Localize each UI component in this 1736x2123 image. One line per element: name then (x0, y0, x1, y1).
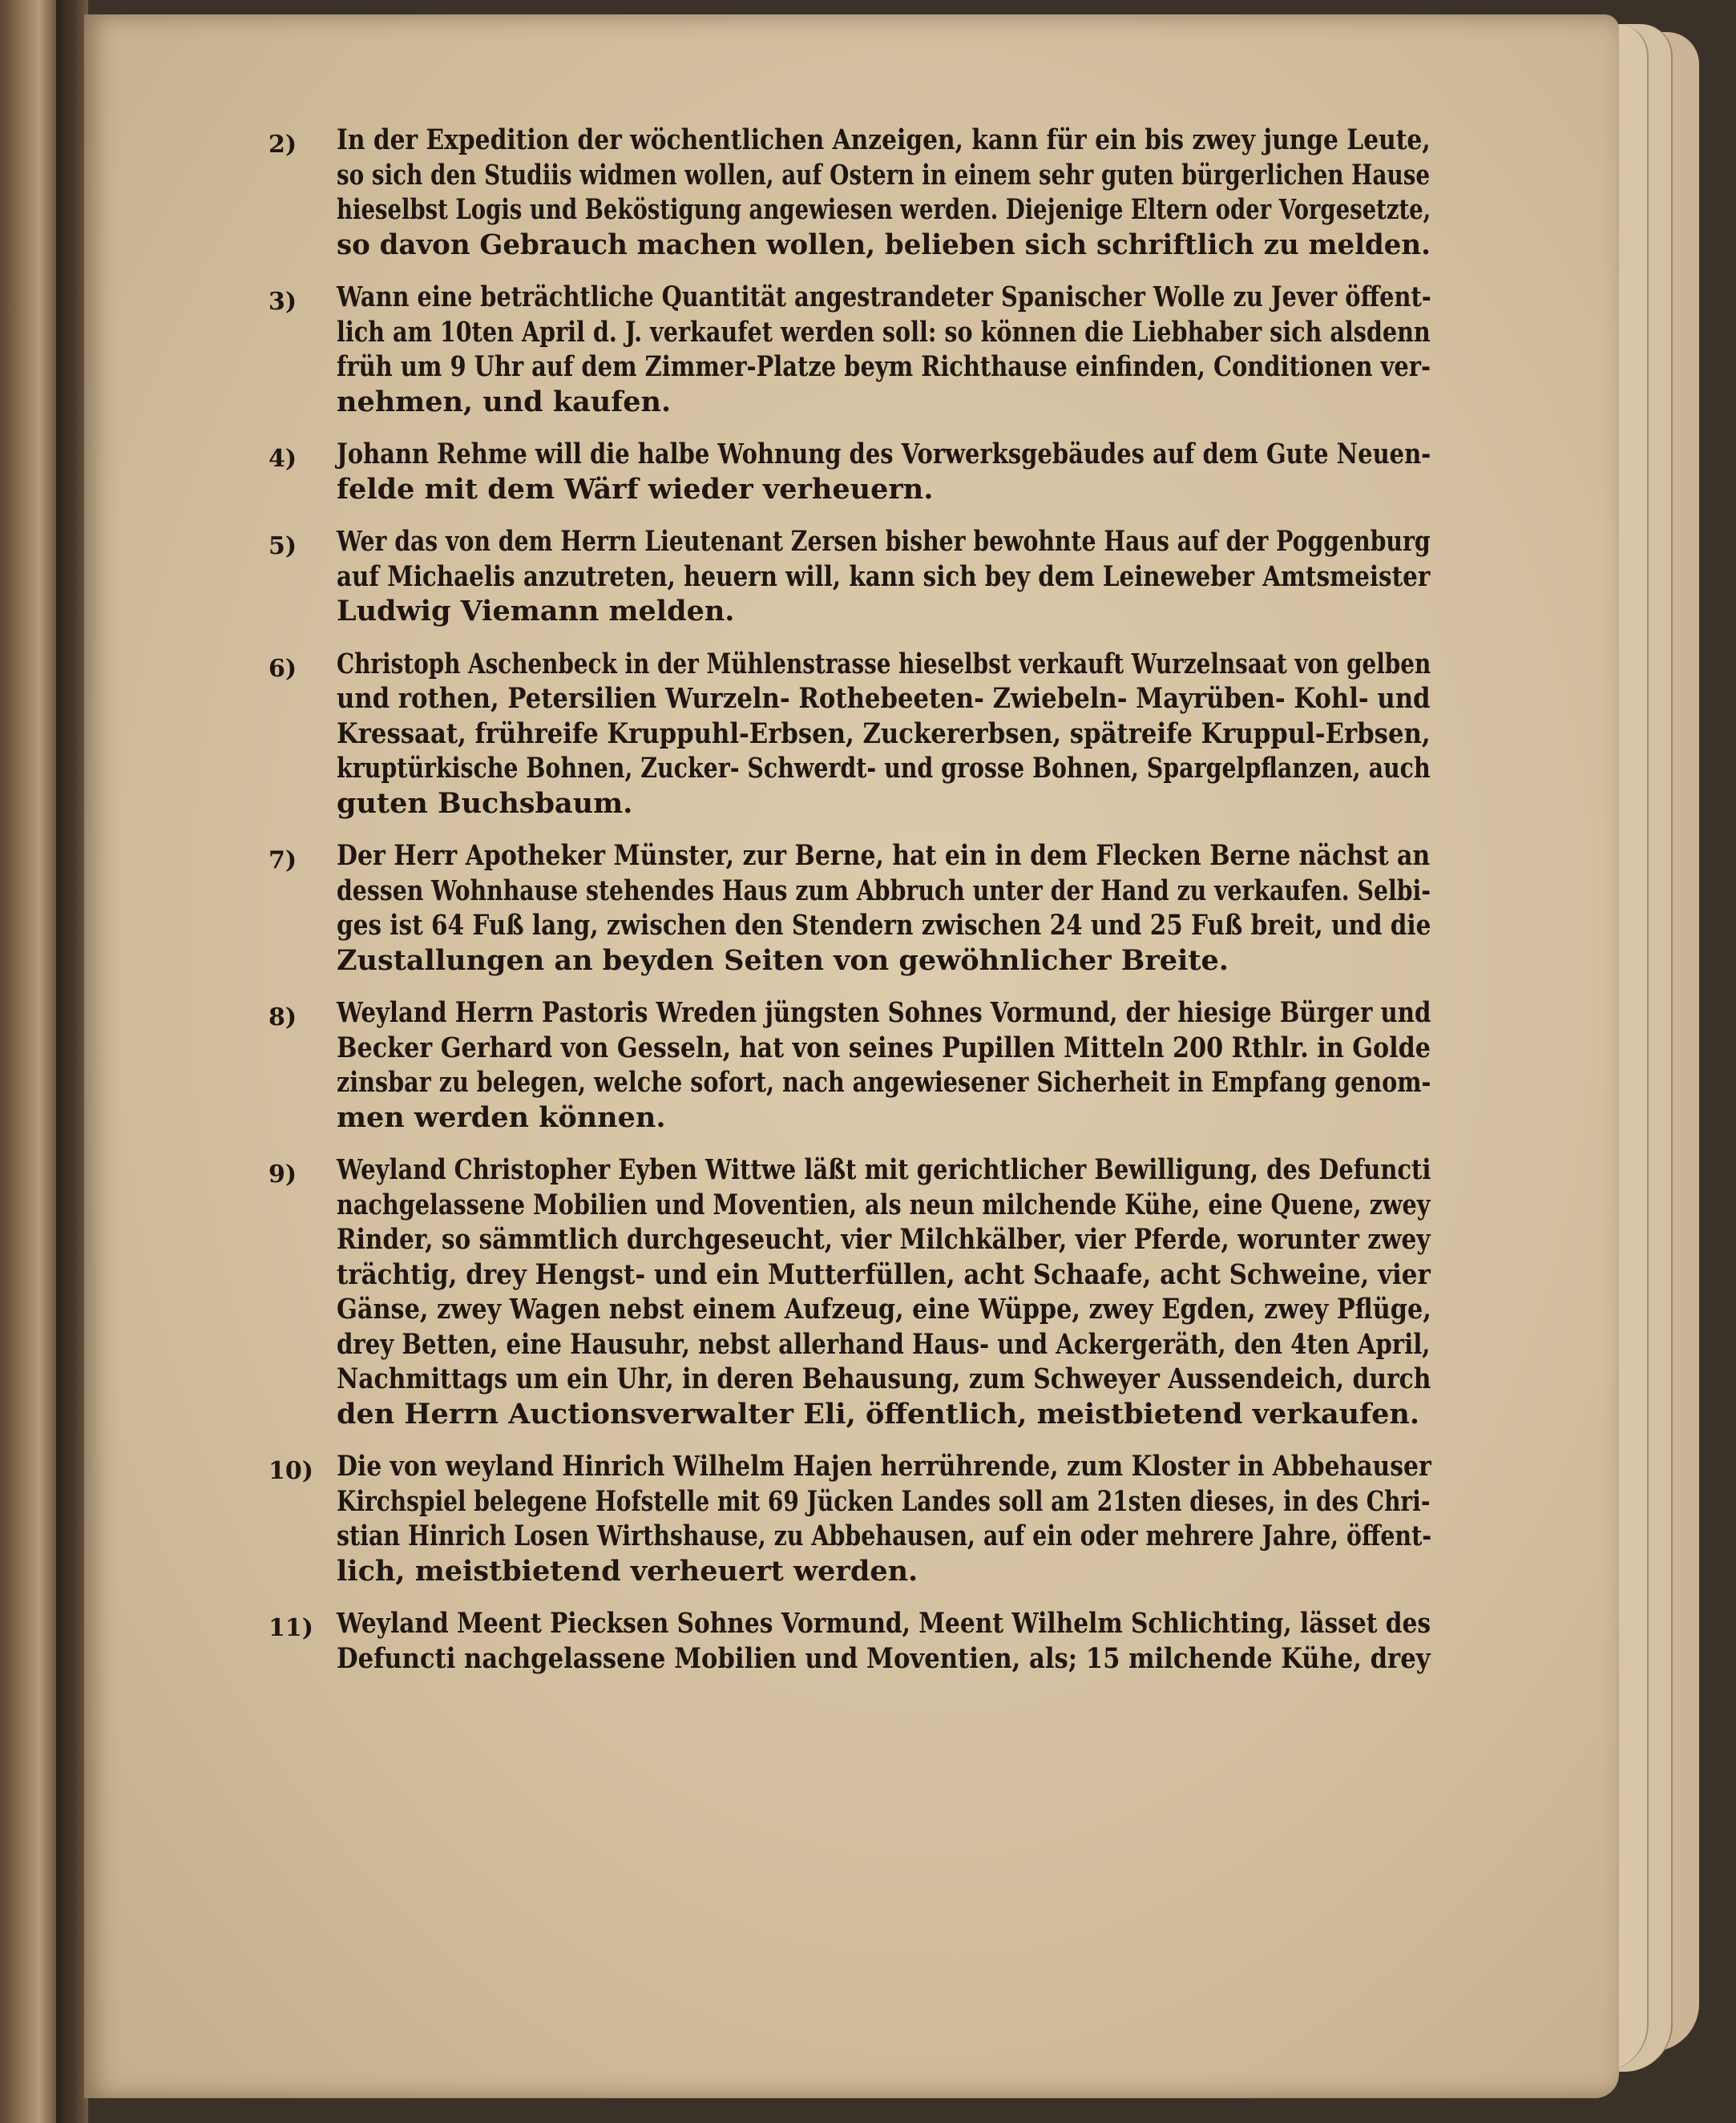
entry-number: 8) (268, 1003, 297, 1031)
announcement-entry (268, 123, 1431, 262)
entry-number: 3) (268, 288, 297, 316)
entry-text-line: Ludwig Viemann melden. (337, 595, 735, 628)
entry-number: 2) (268, 131, 297, 159)
entry-text-line: guten Buchsbaum. (337, 786, 633, 820)
entry-text-line: nachgelassene Mobilien und Moventien, als neun milchende Kühe, eine Quene, zwey (337, 1188, 1431, 1221)
announcement-entry (268, 280, 1431, 419)
entry-text-line: ges ist 64 Fuß lang, zwischen den Stendern zwischen 24 und 25 Fuß breit, und die (337, 909, 1431, 942)
entry-text-line: Gänse, zwey Wagen nebst einem Aufzeug, eine Wüppe, zwey Egden, zwey Pflüge, (337, 1293, 1431, 1326)
entry-text-line: Christoph Aschenbeck in der Mühlenstrasse hieselbst verkauft Wurzelnsaat von gelben (337, 647, 1431, 680)
entry-text-line: Die von weyland Hinrich Wilhelm Hajen herrührende, zum Kloster in Abbehauser (337, 1450, 1431, 1483)
entry-text-line: Weyland Meent Piecksen Sohnes Vormund, Meent Wilhelm Schlichting, lässet des (337, 1607, 1431, 1640)
entry-text-line: den Herrn Auctionsverwalter Eli, öffentlich, meistbietend verkaufen. (337, 1397, 1420, 1431)
entry-number: 7) (268, 846, 297, 874)
announcement-entry (268, 838, 1431, 978)
entry-number: 5) (268, 532, 297, 560)
document-page (84, 14, 1619, 2098)
announcement-entry (268, 437, 1431, 507)
entry-text-line: früh um 9 Uhr auf dem Zimmer-Platze beym Richthause einfinden, Conditionen ver- (337, 350, 1431, 383)
entry-text-line: trächtig, drey Hengst- und ein Mutterfüllen, acht Schaafe, acht Schweine, vier (337, 1257, 1431, 1291)
announcement-list (268, 123, 1431, 1693)
entry-number: 4) (268, 445, 297, 473)
entry-text-line: Rinder, so sämmtlich durchgeseucht, vier Milchkälber, vier Pferde, worunter zwey (337, 1223, 1431, 1256)
entry-text-line: so sich den Studiis widmen wollen, auf Ostern in einem sehr guten bürgerlichen Hause (337, 158, 1431, 192)
entry-text-line: lich, meistbietend verheuert werden. (337, 1554, 918, 1588)
entry-text-line: Der Herr Apotheker Münster, zur Berne, hat ein in dem Flecken Berne nächst an (337, 839, 1431, 872)
entry-text-line: felde mit dem Wärf wieder verheuern. (337, 472, 934, 506)
entry-text-line: In der Expedition der wöchentlichen Anzeigen, kann für ein bis zwey junge Leute, (337, 123, 1431, 156)
entry-number: 6) (268, 654, 297, 683)
entry-number: 10) (268, 1457, 313, 1485)
left-page-edge (0, 0, 56, 2123)
entry-text-line: so davon Gebrauch machen wollen, belieben sich schriftlich zu melden. (337, 228, 1431, 261)
announcement-entry (268, 647, 1431, 821)
announcement-entry (268, 524, 1431, 629)
entry-text-line: Johann Rehme will die halbe Wohnung des Vorwerksgebäudes auf dem Gute Neuen- (337, 438, 1431, 470)
announcement-entry (268, 1449, 1431, 1588)
entry-text-line: drey Betten, eine Hausuhr, nebst allerhand Haus- und Ackergeräth, den 4ten April, (337, 1327, 1431, 1361)
entry-text-line: Weyland Herrn Pastoris Wreden jüngsten Sohnes Vormund, der hiesige Bürger und (337, 996, 1431, 1029)
entry-text-line: stian Hinrich Losen Wirthshause, zu Abbehausen, auf ein oder mehrere Jahre, öffent- (337, 1520, 1432, 1552)
entry-text-line: Zustallungen an beyden Seiten von gewöhnlicher Breite. (337, 943, 1229, 977)
entry-text-line: hieselbst Logis und Beköstigung angewiesen werden. Diejenige Eltern oder Vorgesetzte, (337, 193, 1431, 226)
entry-text-line: Nachmittags um ein Uhr, in deren Behausung, zum Schweyer Aussendeich, durch (337, 1362, 1431, 1395)
entry-text-line: men werden können. (337, 1100, 666, 1134)
announcement-entry (268, 1606, 1431, 1676)
entry-text-line: und rothen, Petersilien Wurzeln- Rothebeeten- Zwiebeln- Mayrüben- Kohl- und (337, 682, 1431, 715)
entry-text-line: dessen Wohnhause stehendes Haus zum Abbruch unter der Hand zu verkaufen. Selbi- (337, 874, 1431, 907)
entry-text-line: Weyland Christopher Eyben Wittwe läßt mit gerichtlicher Bewilligung, des Defuncti (337, 1153, 1431, 1186)
announcement-entry (268, 1152, 1431, 1431)
entry-text-line: lich am 10ten April d. J. verkaufet werden soll: so können die Liebhaber sich alsdenn (337, 315, 1431, 349)
entry-number: 9) (268, 1160, 297, 1189)
entry-text-line: Kressaat, frühreife Kruppuhl-Erbsen, Zuckererbsen, spätreife Kruppul-Erbsen, (337, 716, 1431, 750)
entry-text-line: kruptürkische Bohnen, Zucker- Schwerdt- und grosse Bohnen, Spargelpflanzen, auch (337, 752, 1431, 785)
entry-number: 11) (268, 1614, 313, 1642)
entry-text-line: Kirchspiel belegene Hofstelle mit 69 Jücken Landes soll am 21sten dieses, in des Chri- (337, 1484, 1431, 1518)
entry-text-line: Becker Gerhard von Gesseln, hat von seines Pupillen Mitteln 200 Rthlr. in Golde (337, 1031, 1431, 1064)
book-gutter (56, 0, 88, 2123)
entry-text-line: auf Michaelis anzutreten, heuern will, kann sich bey dem Leineweber Amtsmeister (337, 559, 1431, 593)
entry-text-line: Defuncti nachgelassene Mobilien und Moventien, als; 15 milchende Kühe, drey (337, 1641, 1431, 1675)
entry-text-line: Wer das von dem Herrn Lieutenant Zersen bisher bewohnte Haus auf der Poggenburg (337, 525, 1431, 558)
announcement-entry (268, 995, 1431, 1135)
entry-text-line: zinsbar zu belegen, welche sofort, nach angewiesener Sicherheit in Empfang genom- (337, 1066, 1431, 1099)
entry-text-line: Wann eine beträchtliche Quantität angestrandeter Spanischer Wolle zu Jever öffent- (337, 281, 1431, 313)
entry-text-line: nehmen, und kaufen. (337, 385, 672, 418)
